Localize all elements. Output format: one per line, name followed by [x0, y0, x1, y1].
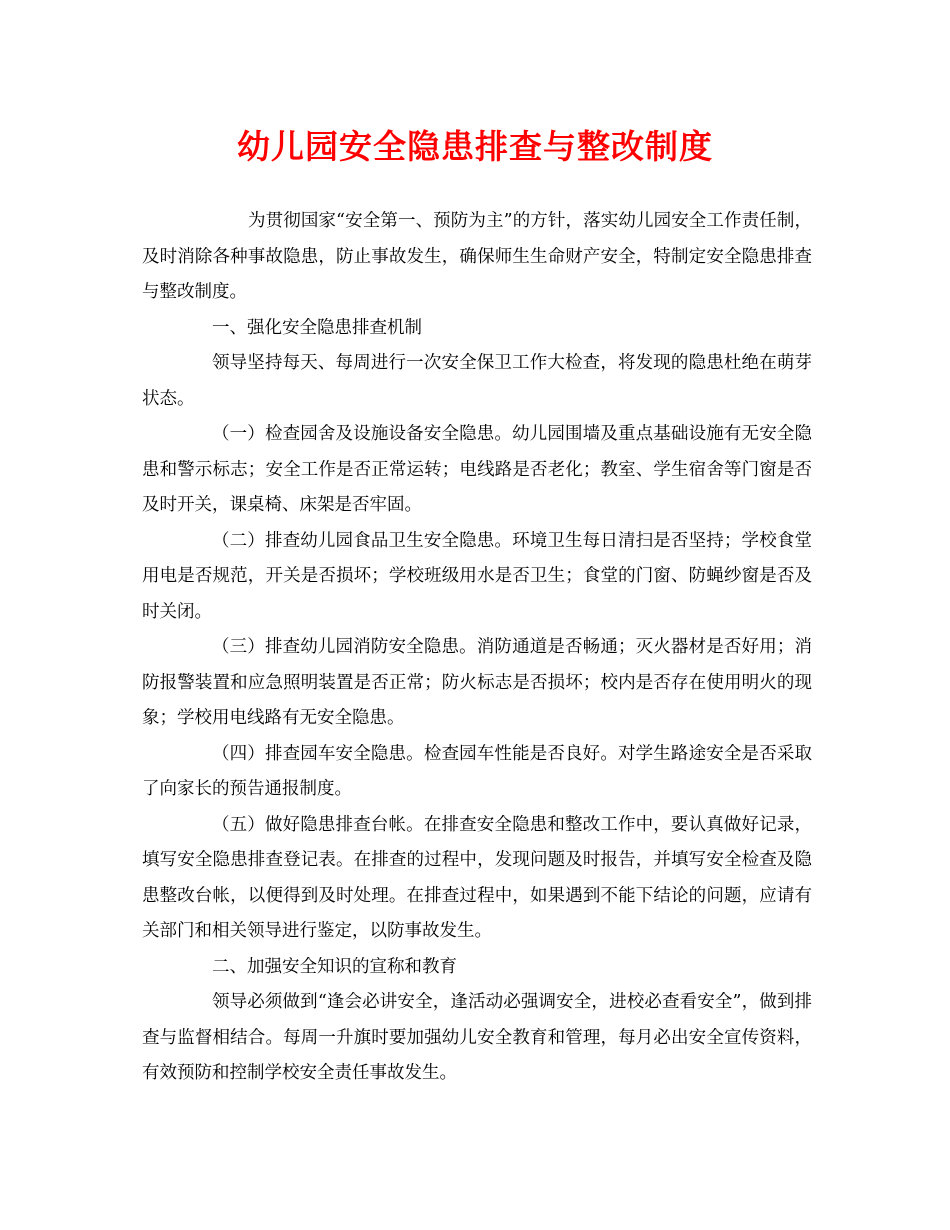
item-3-paragraph: （三）排查幼儿园消防安全隐患。消防通道是否畅通；灭火器材是否好用；消防报警装置和应急照明装置是否正常；防火标志是否损坏；校内是否存在使用明火的现象；学校用电线路有无安全隐患。 — [142, 637, 812, 728]
document-title: 幼儿园安全隐患排查与整改制度 — [237, 127, 713, 166]
item-2-paragraph: （二）排查幼儿园食品卫生安全隐患。环境卫生每日清扫是否坚持；学校食堂用电是否规范，开关是否损坏；学校班级用水是否卫生；食堂的门窗、防蝇纱窗是否及时关闭。 — [142, 530, 812, 622]
section-heading-1: 一、强化安全隐患排查机制 — [212, 317, 422, 338]
document-body — [142, 204, 812, 1092]
item-1-paragraph: （一）检查园舍及设施设备安全隐患。幼儿园围墙及重点基础设施有无安全隐患和警示标志；安全工作是否正常运转；电线路是否老化；教室、学生宿舍等门窗是否及时开关，课桌椅、床架是否牢固。 — [142, 424, 812, 515]
intro-paragraph: 为贯彻国家“安全第一、预防为主”的方针，落实幼儿园安全工作责任制，及时消除各种事故隐患，防止事故发生，确保师生生命财产安全，特制定安全隐患排查与整改制度。 — [142, 211, 812, 302]
section-heading-2: 二、加强安全知识的宣称和教育 — [212, 956, 457, 977]
item-5-paragraph: （五）做好隐患排查台帐。在排查安全隐患和整改工作中，要认真做好记录，填写安全隐患排查登记表。在排查的过程中，发现问题及时报告，并填写安全检查及隐患整改台帐，以便得到及时处理。在排查过程中，如果遇到不能下结论的问题，应请有关部门和相关领导进行鉴定，以防事故发生。 — [142, 814, 812, 941]
item-4-paragraph: （四）排查园车安全隐患。检查园车性能是否良好。对学生路途安全是否采取了向家长的预告通报制度。 — [142, 743, 812, 799]
section-2-paragraph: 领导必须做到“逢会必讲安全，逢活动必强调安全，进校必查看安全”，做到排查与监督相结合。每周一升旗时要加强幼儿安全教育和管理，每月必出安全宣传资料，有效预防和控制学校安全责任事故发生。 — [142, 992, 812, 1083]
section-1-paragraph: 领导坚持每天、每周进行一次安全保卫工作大检查，将发现的隐患杜绝在萌芽状态。 — [142, 353, 812, 409]
